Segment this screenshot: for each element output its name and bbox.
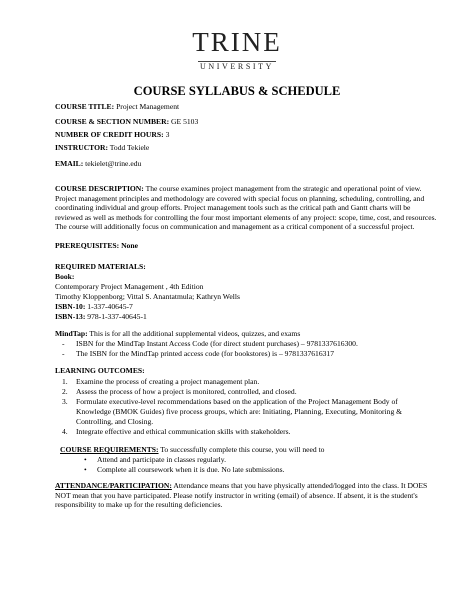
prerequisites-label: PREREQUISITES: [55,241,120,250]
description-line: coordinating individual and group efforts. Project management tools such as the critical path and Gantt charts will be [55,203,411,212]
requirements-text: To successfully complete this course, you will need to [160,445,325,454]
dash-marker: - [62,339,65,348]
requirements-label: COURSE REQUIREMENTS: [60,445,159,454]
isbn10-line [55,302,133,312]
description-line: The course will additionally focus on communication and management as a critical component of a successful project. [55,222,415,231]
isbn13-line [55,312,147,322]
prerequisites-line [55,241,138,251]
outcome-number: 4. [62,427,68,436]
requirements-line [60,445,324,455]
prerequisites-value: None [121,241,138,250]
instructor-line [55,143,149,153]
attendance-section [55,481,447,510]
attendance-line: ATTENDANCE/PARTICIPATION: Attendance means that you have physically attended/logged into the class. It DOES [55,481,428,490]
trine-university-logo [0,28,474,74]
email-link[interactable]: tekielet@trine.edu [85,159,142,168]
description-label: COURSE DESCRIPTION: [55,184,144,193]
isbn10-value: 1-337-40645-7 [87,302,133,311]
credits-value: 3 [165,130,170,139]
isbn10-label: ISBN-10: [55,302,86,311]
outcome-number: 1. [62,377,68,386]
course-title-label: COURSE TITLE: [55,102,115,111]
bullet-marker: • [84,455,87,464]
mindtap-line [55,329,300,339]
logo-subtitle: UNIVERSITY [200,62,274,71]
mindtap-item: ISBN for the MindTap Instant Access Code (for direct student purchases) – 9781337616300. [76,339,358,348]
email-label: EMAIL: [55,159,84,168]
mindtap-text: This is for all the additional supplemental videos, quizzes, and exams [89,329,301,338]
section-value: GE 5103 [171,117,199,126]
instructor-label: INSTRUCTOR: [55,143,109,152]
dash-marker: - [62,349,65,358]
book-title: Contemporary Project Management , 4th Edition [55,282,204,291]
isbn13-value: 978-1-337-40645-1 [87,312,147,321]
course-description [55,184,447,232]
bullet-marker: • [84,465,87,474]
credits-label: NUMBER OF CREDIT HOURS: [55,130,164,139]
instructor-value: Todd Tekiele [109,143,150,152]
outcome-item-cont: Knowledge (BMOK Guides) five process groups, which are: Initiating, Planning, Executing, Monitoring & [76,407,403,416]
outcome-item-cont: Controlling, and Closing. [76,417,154,426]
book-label: Book: [55,272,75,281]
course-title-value: Project Management [116,102,180,111]
outcome-item: Integrate effective and ethical communication skills with stakeholders. [76,427,291,436]
page-title: COURSE SYLLABUS & SCHEDULE [133,84,341,98]
course-title-line [55,102,179,112]
description-line: COURSE DESCRIPTION: The course examines project management from the strategic and operational point of view. [55,184,422,193]
section-label: COURSE & SECTION NUMBER: [55,117,170,126]
credits-line [55,130,169,140]
mindtap-label: MindTap: [55,329,88,338]
attendance-label: ATTENDANCE/PARTICIPATION: [55,481,172,490]
book-authors: Timothy Kloppenborg; Vittal S. Anantatmula; Kathryn Wells [55,292,240,301]
outcome-item: Formulate executive-level recommendations based on the application of the Project Management Body of [76,397,398,406]
outcome-item: Assess the process of how a project is monitored, controlled, and closed. [76,387,297,396]
requirement-item: Complete all coursework when it is due. No late submissions. [97,465,285,474]
logo-wordmark: TRINE [192,27,282,57]
outcome-number: 3. [62,397,68,406]
description-line: Project management principles and methodology are covered with special focus on planning, scheduling, controlling, and [55,193,425,203]
outcome-number: 2. [62,387,68,396]
isbn13-label: ISBN-13: [55,312,86,321]
email-line [55,159,141,169]
description-line: reviewed as well as methods for controlling the four most important elements of any project: scope, time, cost, and resources. [55,212,437,222]
requirement-item: Attend and participate in classes regularly. [97,455,226,464]
outcome-item: Examine the process of creating a project management plan. [76,377,260,386]
section-line [55,117,198,127]
mindtap-item: The ISBN for the MindTap printed access code (for bookstores) is – 9781337616317 [76,349,335,358]
attendance-line: responsibility to make up for the resulting deficiencies. [55,500,223,509]
attendance-line: NOT mean that you have participated. Please notify instructor in writing (email) of absence. If absent, it is the student's [55,490,418,500]
materials-label: REQUIRED MATERIALS: [55,262,146,271]
outcomes-label: LEARNING OUTCOMES: [55,366,145,375]
